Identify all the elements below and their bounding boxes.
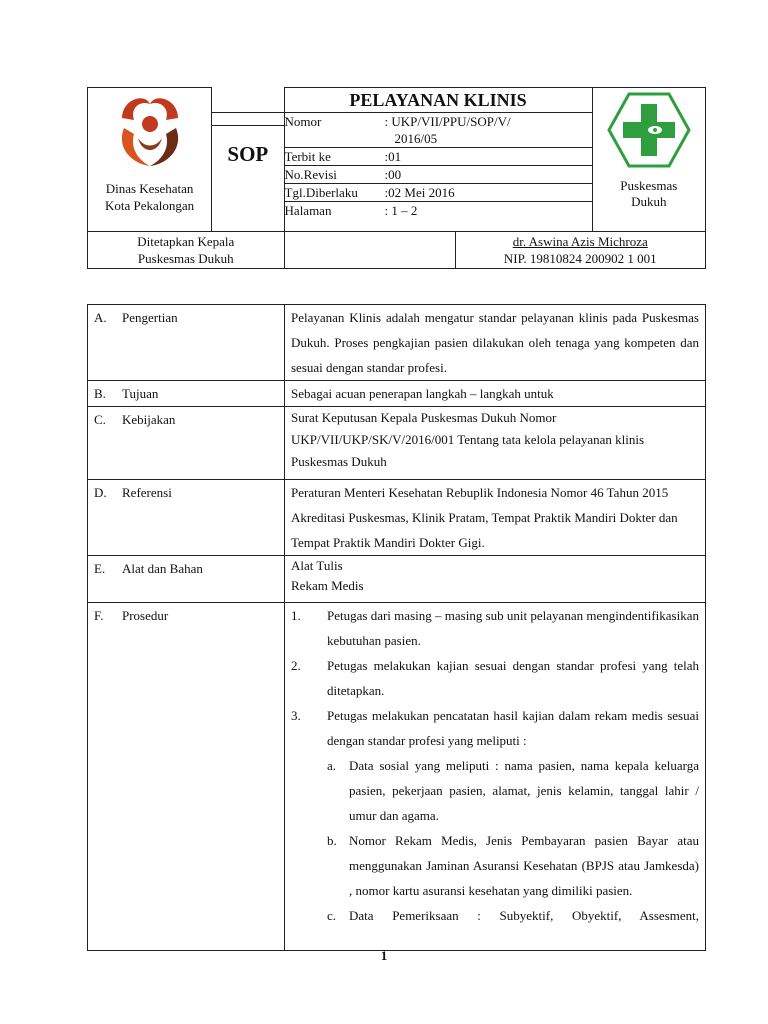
org-cell [88, 88, 212, 232]
procedure-substep [327, 903, 699, 928]
section-label-cell [88, 381, 285, 407]
signatory-block [455, 232, 705, 268]
section-label-cell [88, 305, 285, 381]
dinkes-logo-icon [110, 90, 190, 176]
approval-line2: Puskesmas Dukuh [137, 251, 234, 266]
content-line: Puskesmas Dukuh [291, 454, 387, 469]
procedure-substeps [327, 753, 699, 928]
step-text: Petugas dari masing – masing sub unit pelayanan mengindentifikasikan kebutuhan pasien. [327, 608, 699, 648]
substep-text: Data Pemeriksaan : Subyektif, Obyektif, Assesment, [349, 908, 699, 923]
section-label-cell [88, 603, 285, 951]
approval-line1: Ditetapkan Kepala [137, 234, 235, 249]
meta-value: : UKP/VII/PPU/SOP/V/ [384, 114, 511, 129]
substep-letter: c. [327, 908, 337, 923]
step-text: Petugas melakukan kajian sesuai dengan standar profesi yang telah ditetapkan. [327, 658, 699, 698]
puskesmas-logo-icon [607, 92, 691, 168]
section-label-cell [88, 556, 285, 603]
sop-header-table [87, 87, 706, 269]
facility-line1: Puskesmas [620, 178, 678, 193]
meta-label: No.Revisi [284, 167, 337, 182]
section-content: Pelayanan Klinis adalah mengatur standar pelayanan klinis pada Puskesmas Dukuh. Proses pengkajian pasien dilakukan oleh tenaga yang kompeten dan sesuai dengan standar profesi. [285, 305, 706, 381]
procedure-step [291, 703, 699, 753]
procedure-steps [291, 603, 699, 753]
section-letter: E. [94, 561, 106, 576]
section-label: Kebijakan [122, 412, 176, 427]
meta-label: Terbit ke [284, 149, 331, 164]
section-label: Prosedur [122, 608, 169, 623]
section-content [285, 407, 706, 480]
sop-content-table [87, 304, 706, 951]
doc-type: SOP [227, 141, 269, 166]
signatory-nip: NIP. 19810824 200902 1 001 [503, 251, 657, 266]
signatory-name: dr. Aswina Azis Michroza [512, 234, 648, 249]
procedure-content [285, 603, 706, 951]
section-content [285, 480, 706, 556]
step-text: Petugas melakukan pencatatan hasil kajian dalam rekam medis sesuai dengan standar profesi yang meliputi : [327, 708, 699, 748]
content-line: Alat Tulis [291, 558, 343, 573]
content-line: Tempat Praktik Mandiri Dokter Gigi. [291, 535, 485, 550]
section-letter: F. [94, 608, 104, 623]
section-label: Tujuan [122, 386, 159, 401]
section-letter: B. [94, 386, 106, 401]
meta-value: :01 [384, 149, 402, 164]
procedure-substep [327, 828, 699, 903]
section-content: Sebagai acuan penerapan langkah – langkah untuk [285, 381, 706, 407]
signature-space [285, 232, 456, 268]
approval-cell [88, 232, 285, 269]
content-line: Rekam Medis [291, 578, 364, 593]
content-line: Akreditasi Puskesmas, Klinik Pratam, Tempat Praktik Mandiri Dokter dan [291, 510, 678, 525]
substep-text: Data sosial yang meliputi : nama pasien, nama kepala keluarga pasien, pekerjaan pasien, alamat, jenis kelamin, tanggal lahir / umur dan agama. [349, 758, 699, 823]
meta-value: :00 [384, 167, 402, 182]
section-label-cell [88, 480, 285, 556]
section-row [88, 407, 706, 480]
signature-cell [284, 232, 705, 269]
org-name-line2: Kota Pekalongan [104, 198, 195, 213]
content-line: Peraturan Menteri Kesehatan Rebuplik Indonesia Nomor 46 Tahun 2015 [291, 485, 669, 500]
substep-letter: a. [327, 758, 337, 773]
section-letter: C. [94, 412, 106, 427]
section-row [88, 603, 706, 951]
section-letter: A. [94, 310, 107, 325]
procedure-substep [327, 753, 699, 828]
meta-value: : 1 – 2 [384, 203, 418, 218]
section-row [88, 381, 706, 407]
document-title: PELAYANAN KLINIS [212, 88, 592, 113]
org-name-line1: Dinas Kesehatan [105, 181, 194, 196]
meta-value: :02 Mei 2016 [384, 185, 455, 200]
meta-value: 2016/05 [394, 131, 438, 146]
facility-cell [592, 88, 705, 232]
section-letter: D. [94, 485, 107, 500]
step-number: 2. [291, 658, 301, 673]
substep-letter: b. [327, 833, 337, 848]
section-row [88, 305, 706, 381]
content-line: Surat Keputusan Kepala Puskesmas Dukuh Nomor [291, 410, 557, 425]
procedure-step [291, 603, 699, 653]
section-label: Alat dan Bahan [122, 561, 203, 576]
step-number: 3. [291, 708, 301, 723]
meta-label: Nomor [284, 114, 322, 129]
procedure-step [291, 653, 699, 703]
meta-label: Halaman [284, 203, 332, 218]
section-row [88, 480, 706, 556]
facility-line2: Dukuh [631, 194, 667, 209]
content-line: UKP/VII/UKP/SK/V/2016/001 Tentang tata kelola pelayanan klinis [291, 432, 645, 447]
page-number: 1 [380, 948, 388, 963]
section-label-cell [88, 407, 285, 480]
step-number: 1. [291, 608, 301, 623]
meta-label [285, 130, 385, 147]
substep-text: Nomor Rekam Medis, Jenis Pembayaran pasien Bayar atau menggunakan Jaminan Asuransi Kesehatan (BPJS atau Jamkesda) , nomor kartu asuransi kesehatan yang dimiliki pasien. [349, 833, 699, 898]
section-row [88, 556, 706, 603]
section-label: Pengertian [122, 310, 178, 325]
title-meta-cell [284, 88, 592, 232]
meta-label: Tgl.Diberlaku [284, 185, 358, 200]
section-content [285, 556, 706, 603]
section-label: Referensi [122, 485, 172, 500]
